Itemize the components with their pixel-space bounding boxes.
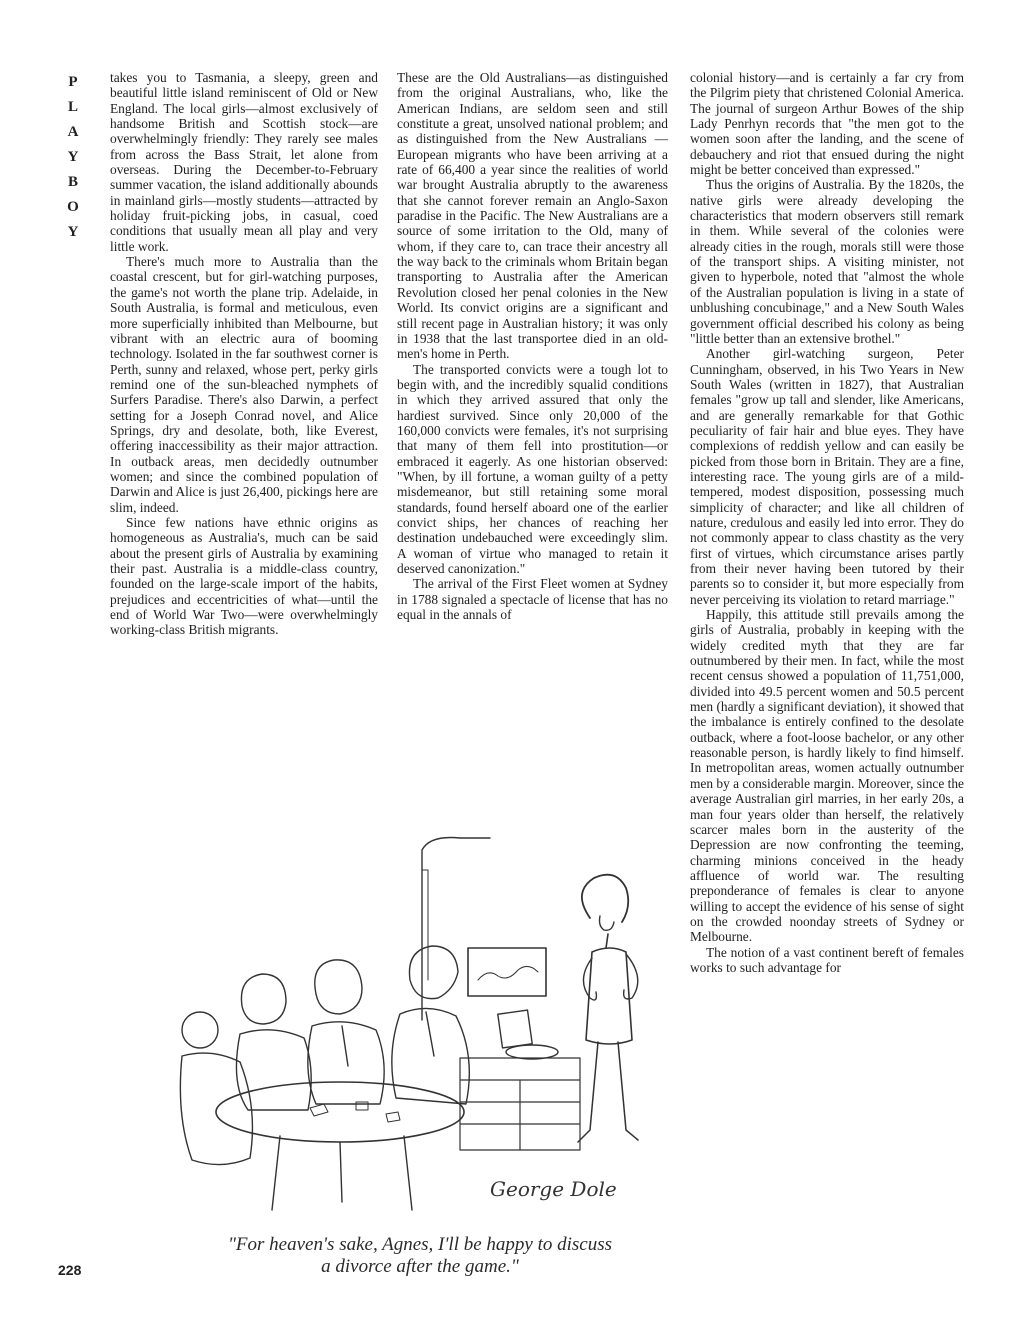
paragraph: takes you to Tasmania, a sleepy, green and beautiful little island reminiscent of Old or New England. The local girls—almost exclusively of handsome British and Scottish stock—are overwhelmingly friendly: They rarely see males from across the Bass Strait, let alone from overseas. During the December-to-February summer vacation, the island additionally abounds in mainland girls—mostly students—attracted by holiday fruit-picking jobs, in casual, coed conditions that usually mean all play and very little work. bbox=[110, 70, 378, 254]
man-right-turning bbox=[392, 946, 470, 1104]
caption-line: "For heaven's sake, Agnes, I'll be happy to discuss bbox=[227, 1234, 613, 1255]
artist-signature: George Dole bbox=[490, 1177, 617, 1201]
paragraph: There's much more to Australia than the coastal crescent, but for girl-watching purposes, the game's not worth the plane trip. Adelaide, in South Australia, is formal and meticulous, even more superficially inhibited than Melbourne, but vibrant with an electric aura of booming technology. Isolated in the far southwest corner is Perth, sunny and relaxed, whose pert, perky girls remind one of the sun-bleached nymphets of Surfers Paradise. There's also Darwin, a perfect setting for a Joseph Conrad novel, and Alice Springs, dry and desolate, both, like Everest, offering inaccessibility as their major attraction. In outback areas, men decidedly outnumber women; and since the combined population of Darwin and Alice is just 26,400, pickings here are slim, indeed. bbox=[110, 254, 378, 515]
masthead-vertical bbox=[58, 70, 88, 245]
paragraph: colonial history—and is certainly a far cry from the Pilgrim piety that christened Colonial America. The journal of surgeon Arthur Bowes of the ship Lady Penrhyn records that "the men got to the women soon after the landing, and the scene of debauchery and riot that ensued during the night might be better conceived than expressed." bbox=[690, 70, 964, 178]
cartoon-caption bbox=[150, 1234, 690, 1278]
text-column-2 bbox=[397, 70, 668, 622]
masthead-letter: L bbox=[67, 99, 78, 115]
wall-picture bbox=[468, 948, 546, 996]
masthead-letter: O bbox=[67, 199, 79, 215]
framed-photo bbox=[498, 1010, 532, 1048]
paragraph: Since few nations have ethnic origins as homogeneous as Australia's, much can be said about the present girls of Australia by examining their past. Australia is a middle-class country, founded on the large-scale import of the habits, prejudices and eccentricities of what—until the end of World War Two—were overwhelmingly working-class British migrants. bbox=[110, 514, 378, 638]
paragraph: Thus the origins of Australia. By the 1820s, the native girls were already developing the characteristics that modern observers still remark in them. While several of the colonies were already cities in the rough, morals still were those of the transport ships. A visiting minister, not given to hyperbole, noted that "almost the whole of the Australian population is living in a state of unblushing concubinage," and a New South Wales government official described his colony as being "little better than an extensive brothel." bbox=[690, 177, 964, 346]
paragraph: Happily, this attitude still prevails among the girls of Australia, probably in keeping with the widely credited myth that they are far outnumbered by their men. In fact, while the most recent census showed a population of 11,751,000, divided into 49.5 percent women and 50.5 percent men (hardly a significant deviation), it showed that the imbalance is entirely confined to the desolate outback, where a foot-loose bachelor, or any other reasonable person, is hardly likely to find himself. In metropolitan areas, women actually outnumber men by a considerable margin. Moreover, since the average Australian girl marries, in her early 20s, a man four years older than herself, the relatively scarcer males born in the austerity of the Depression are now confronting the teeming, charming minions conceived in the heady affluence of world war. The resulting preponderance of females is clear to anyone willing to accept the evidence of his sense of sight on the crowded noonday streets of Sydney or Melbourne. bbox=[690, 607, 965, 945]
masthead-letter: A bbox=[67, 124, 79, 140]
page-number: 228 bbox=[58, 1262, 82, 1278]
wall-line bbox=[422, 838, 490, 1021]
man-left bbox=[236, 974, 311, 1110]
paragraph: The transported convicts were a tough lot to begin with, and the incredibly squalid conditions in which they arrived assured that only the hardiest survived. Since only 20,000 of the 160,000 convicts were females, it's not surprising that many of them fell into prostitution—or embraced it eagerly. As one historian observed: "When, by ill fortune, a woman guilty of a petty misdemeanor, but still retaining some moral standards, found herself aboard one of the earlier convict ships, her chances of reaching her destination undebauched were exceedingly slim. A woman of virtue who managed to retain it deserved canonization." bbox=[397, 361, 668, 576]
masthead-letter: B bbox=[67, 174, 78, 190]
woman-figure bbox=[578, 875, 638, 1142]
sideboard bbox=[460, 1058, 580, 1150]
masthead-letter: P bbox=[68, 74, 78, 90]
paragraph: The notion of a vast continent bereft of females works to such advantage for bbox=[690, 944, 964, 975]
masthead-letter: Y bbox=[67, 224, 79, 240]
caption-line: a divorce after the game." bbox=[321, 1256, 519, 1277]
man-far-left bbox=[180, 1012, 252, 1165]
text-column-3 bbox=[690, 70, 964, 975]
paragraph: The arrival of the First Fleet women at Sydney in 1788 signaled a spectacle of license that has no equal in the annals of bbox=[397, 576, 668, 623]
paragraph: Another girl-watching surgeon, Peter Cunningham, observed, in his Two Years in New South Wales (written in 1827), that Australian females "grow up tall and slender, like Americans, and are generally remarkable for that Gothic peculiarity of fair hair and blue eyes. They have complexions of reddish yellow and can easily be picked from those born in Britain. They are a fine, interesting race. The young girls are of a mild-tempered, modest disposition, possessing much simplicity of character; and like all children of nature, credulous and easily led into error. They do not commonly appear to class chastity as the very first of virtues, which circumstance arises partly from their never having been tutored by their parents so to consider it, but more especially from never perceiving its violation to retard marriage." bbox=[690, 346, 964, 607]
text-column-1 bbox=[110, 70, 378, 638]
bowl bbox=[506, 1045, 558, 1059]
cartoon-illustration bbox=[160, 830, 680, 1230]
paragraph: These are the Old Australians—as distinguished from the original Australians, who, like the American Indians, are seldom seen and still constitute a great, unsolved national problem; and as distinguished from the New Australians —European migrants who have been arriving at a rate of 66,400 a year since the realities of world war brought Australia abruptly to the awareness that she cannot forever remain an Anglo-Saxon paradise in the Pacific. The New Australians are a source of some irritation to the Old, many of whom, if they care to, can trace their ancestry all the way back to the criminals whom Britain began transporting to Australia after the American Revolution closed her penal colonies in the New World. Its convict origins are a significant and still recent page in Australian history; it was only in 1938 that the last transportee died in an old-men's home in Perth. bbox=[397, 70, 668, 362]
masthead-letter: Y bbox=[67, 149, 79, 165]
